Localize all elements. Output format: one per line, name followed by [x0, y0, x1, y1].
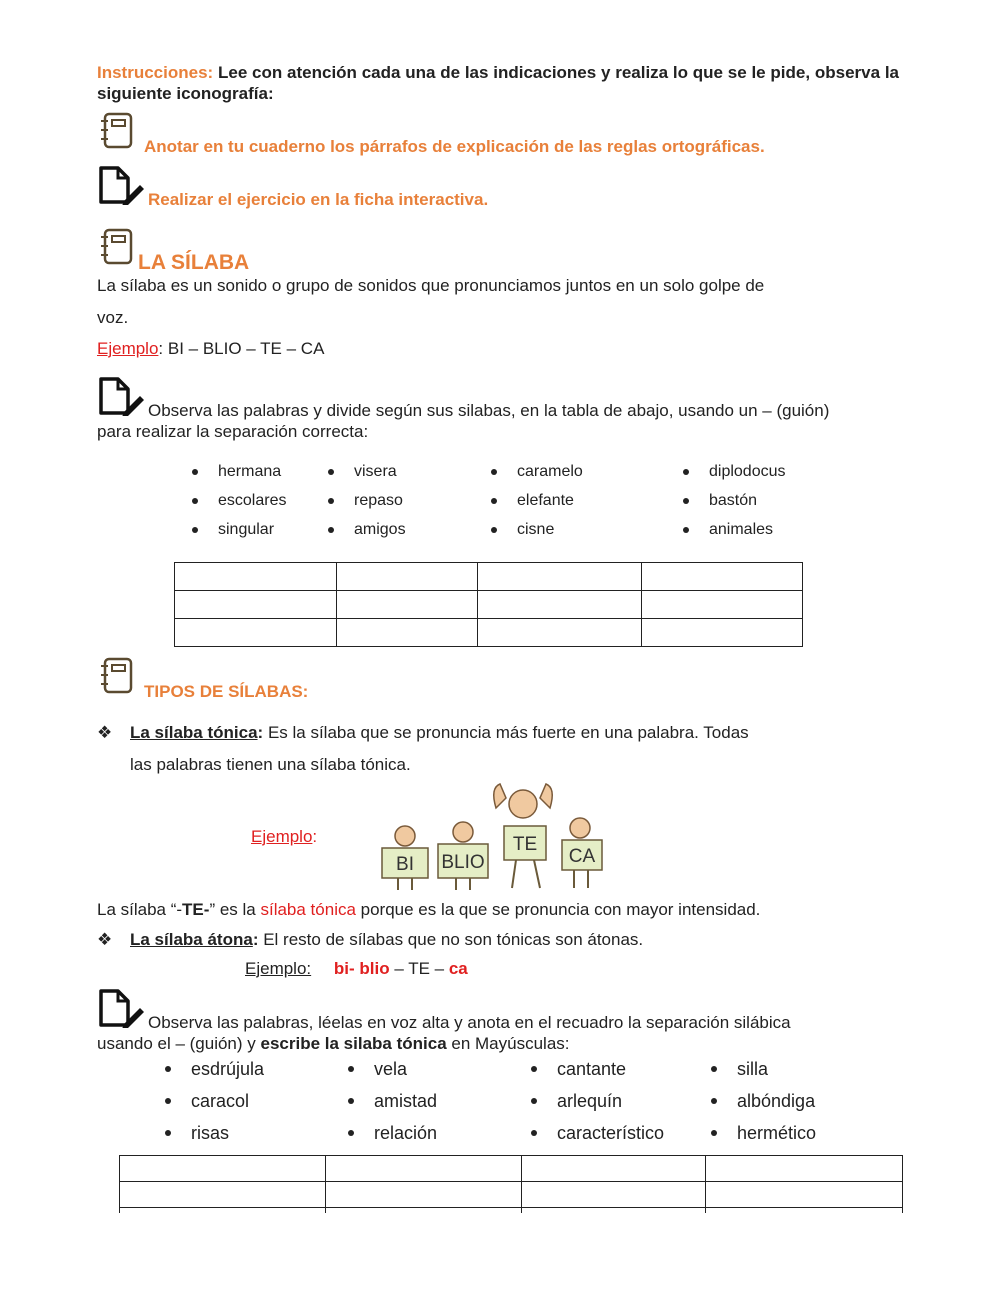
list-item: característico — [531, 1117, 664, 1149]
list-item: elefante — [491, 486, 583, 515]
answer-cell[interactable] — [175, 591, 337, 619]
tonica-text: Es la sílaba que se pronuncia más fuerte en una palabra. Todas — [263, 723, 749, 742]
list-item: arlequín — [531, 1085, 664, 1117]
word-list — [348, 1053, 437, 1149]
atona-paragraph: La sílaba átona: El resto de sílabas que no son tónicas son átonas. — [130, 930, 644, 949]
answer-cell[interactable] — [478, 563, 642, 591]
atona-label: La sílaba átona — [130, 930, 253, 949]
word-list — [192, 457, 286, 544]
answer-cell[interactable] — [522, 1208, 706, 1214]
answer-cell[interactable] — [337, 591, 478, 619]
exercise1-line2: para realizar la separación correcta: — [97, 422, 369, 441]
list-item: caracol — [165, 1085, 264, 1117]
syllable-label: TE — [512, 834, 538, 855]
word-list — [683, 457, 786, 544]
word-list — [711, 1053, 816, 1149]
answer-cell[interactable] — [642, 563, 803, 591]
tonica-explanation: La sílaba “-TE-” es la sílaba tónica porque es la que se pronuncia con mayor intensidad. — [97, 900, 761, 919]
tonica-example: Ejemplo: — [251, 827, 318, 846]
exercise2-line1: Observa las palabras, léelas en voz alta y anota en el recuadro la separación silábica — [148, 1013, 791, 1032]
silaba-definition-line2: voz. — [97, 308, 129, 327]
answer-cell[interactable] — [326, 1208, 522, 1214]
answer-cell[interactable] — [478, 619, 642, 647]
notebook-icon — [100, 228, 134, 266]
document-pencil-icon — [98, 376, 146, 416]
notebook-icon — [100, 112, 134, 150]
syllable-label: BI — [396, 854, 414, 875]
list-item: relación — [348, 1117, 437, 1149]
tonica-paragraph: La sílaba tónica: Es la sílaba que se pronuncia más fuerte en una palabra. Todas — [130, 723, 749, 742]
answer-cell[interactable] — [326, 1182, 522, 1208]
example-label: Ejemplo — [251, 827, 313, 846]
legend-exercise-text: Realizar el ejercicio en la ficha interactiva. — [148, 190, 489, 209]
answer-cell[interactable] — [120, 1208, 326, 1214]
list-item: caramelo — [491, 457, 583, 486]
list-item: repaso — [328, 486, 406, 515]
list-item: cisne — [491, 515, 583, 544]
answer-table-2-wrapper — [119, 1155, 903, 1213]
answer-cell[interactable] — [706, 1208, 903, 1214]
document-pencil-icon — [98, 165, 146, 205]
answer-cell[interactable] — [337, 563, 478, 591]
list-item: hermético — [711, 1117, 816, 1149]
answer-cell[interactable] — [522, 1182, 706, 1208]
list-item: albóndiga — [711, 1085, 816, 1117]
list-item: silla — [711, 1053, 816, 1085]
example-label: Ejemplo: — [245, 959, 312, 978]
answer-cell[interactable] — [478, 591, 642, 619]
instructions-label: Instrucciones: — [97, 63, 214, 82]
syllable-label: CA — [568, 846, 596, 867]
list-item: esdrújula — [165, 1053, 264, 1085]
answer-cell[interactable] — [175, 619, 337, 647]
tonica-label: La sílaba tónica — [130, 723, 258, 742]
list-item: amigos — [328, 515, 406, 544]
list-item: hermana — [192, 457, 286, 486]
list-item: bastón — [683, 486, 786, 515]
answer-cell[interactable] — [522, 1156, 706, 1182]
answer-cell[interactable] — [337, 619, 478, 647]
document-pencil-icon — [98, 988, 146, 1028]
list-item: risas — [165, 1117, 264, 1149]
list-item: singular — [192, 515, 286, 544]
list-item: animales — [683, 515, 786, 544]
answer-cell[interactable] — [175, 563, 337, 591]
list-item: cantante — [531, 1053, 664, 1085]
exercise2-line2: usando el – (guión) y escribe la silaba tónica en Mayúsculas: — [97, 1034, 570, 1053]
instructions-text: Lee con atención cada una de las indicaciones y realiza lo que se le pide, observa la siguiente iconografía: — [97, 63, 899, 103]
tipos-title: TIPOS DE SÍLABAS: — [144, 682, 309, 701]
word-list — [165, 1053, 264, 1149]
answer-table-2 — [119, 1155, 903, 1213]
example-text: : BI – BLIO – TE – CA — [158, 339, 325, 358]
exercise1-line1: Observa las palabras y divide según sus silabas, en la tabla de abajo, usando un – (guión) — [148, 401, 830, 420]
answer-cell[interactable] — [706, 1156, 903, 1182]
word-list — [531, 1053, 664, 1149]
diamond-bullet-icon: ❖ — [97, 723, 113, 742]
answer-cell[interactable] — [642, 591, 803, 619]
syllable-people-illustration — [378, 778, 608, 893]
atona-example: Ejemplo: bi- blio – TE – ca — [245, 959, 468, 978]
answer-table-1 — [174, 562, 803, 647]
list-item: visera — [328, 457, 406, 486]
instructions — [97, 62, 899, 104]
list-item: vela — [348, 1053, 437, 1085]
answer-cell[interactable] — [120, 1182, 326, 1208]
tonica-text-line2: las palabras tienen una sílaba tónica. — [130, 755, 411, 774]
list-item: diplodocus — [683, 457, 786, 486]
list-item: escolares — [192, 486, 286, 515]
answer-cell[interactable] — [706, 1182, 903, 1208]
syllable-label: BLIO — [441, 852, 485, 873]
legend-notebook-text: Anotar en tu cuaderno los párrafos de explicación de las reglas ortográficas. — [144, 137, 765, 156]
silaba-title: LA SÍLABA — [138, 251, 250, 274]
word-list — [491, 457, 583, 544]
silaba-definition-line1: La sílaba es un sonido o grupo de sonidos que pronunciamos juntos en un solo golpe de — [97, 276, 765, 295]
answer-cell[interactable] — [326, 1156, 522, 1182]
list-item: amistad — [348, 1085, 437, 1117]
example-label: Ejemplo — [97, 339, 159, 358]
diamond-bullet-icon: ❖ — [97, 930, 113, 949]
answer-cell[interactable] — [642, 619, 803, 647]
silaba-example — [97, 339, 324, 359]
notebook-icon — [100, 657, 134, 695]
word-list — [328, 457, 406, 544]
answer-cell[interactable] — [120, 1156, 326, 1182]
atona-text: El resto de sílabas que no son tónicas son átonas. — [258, 930, 644, 949]
